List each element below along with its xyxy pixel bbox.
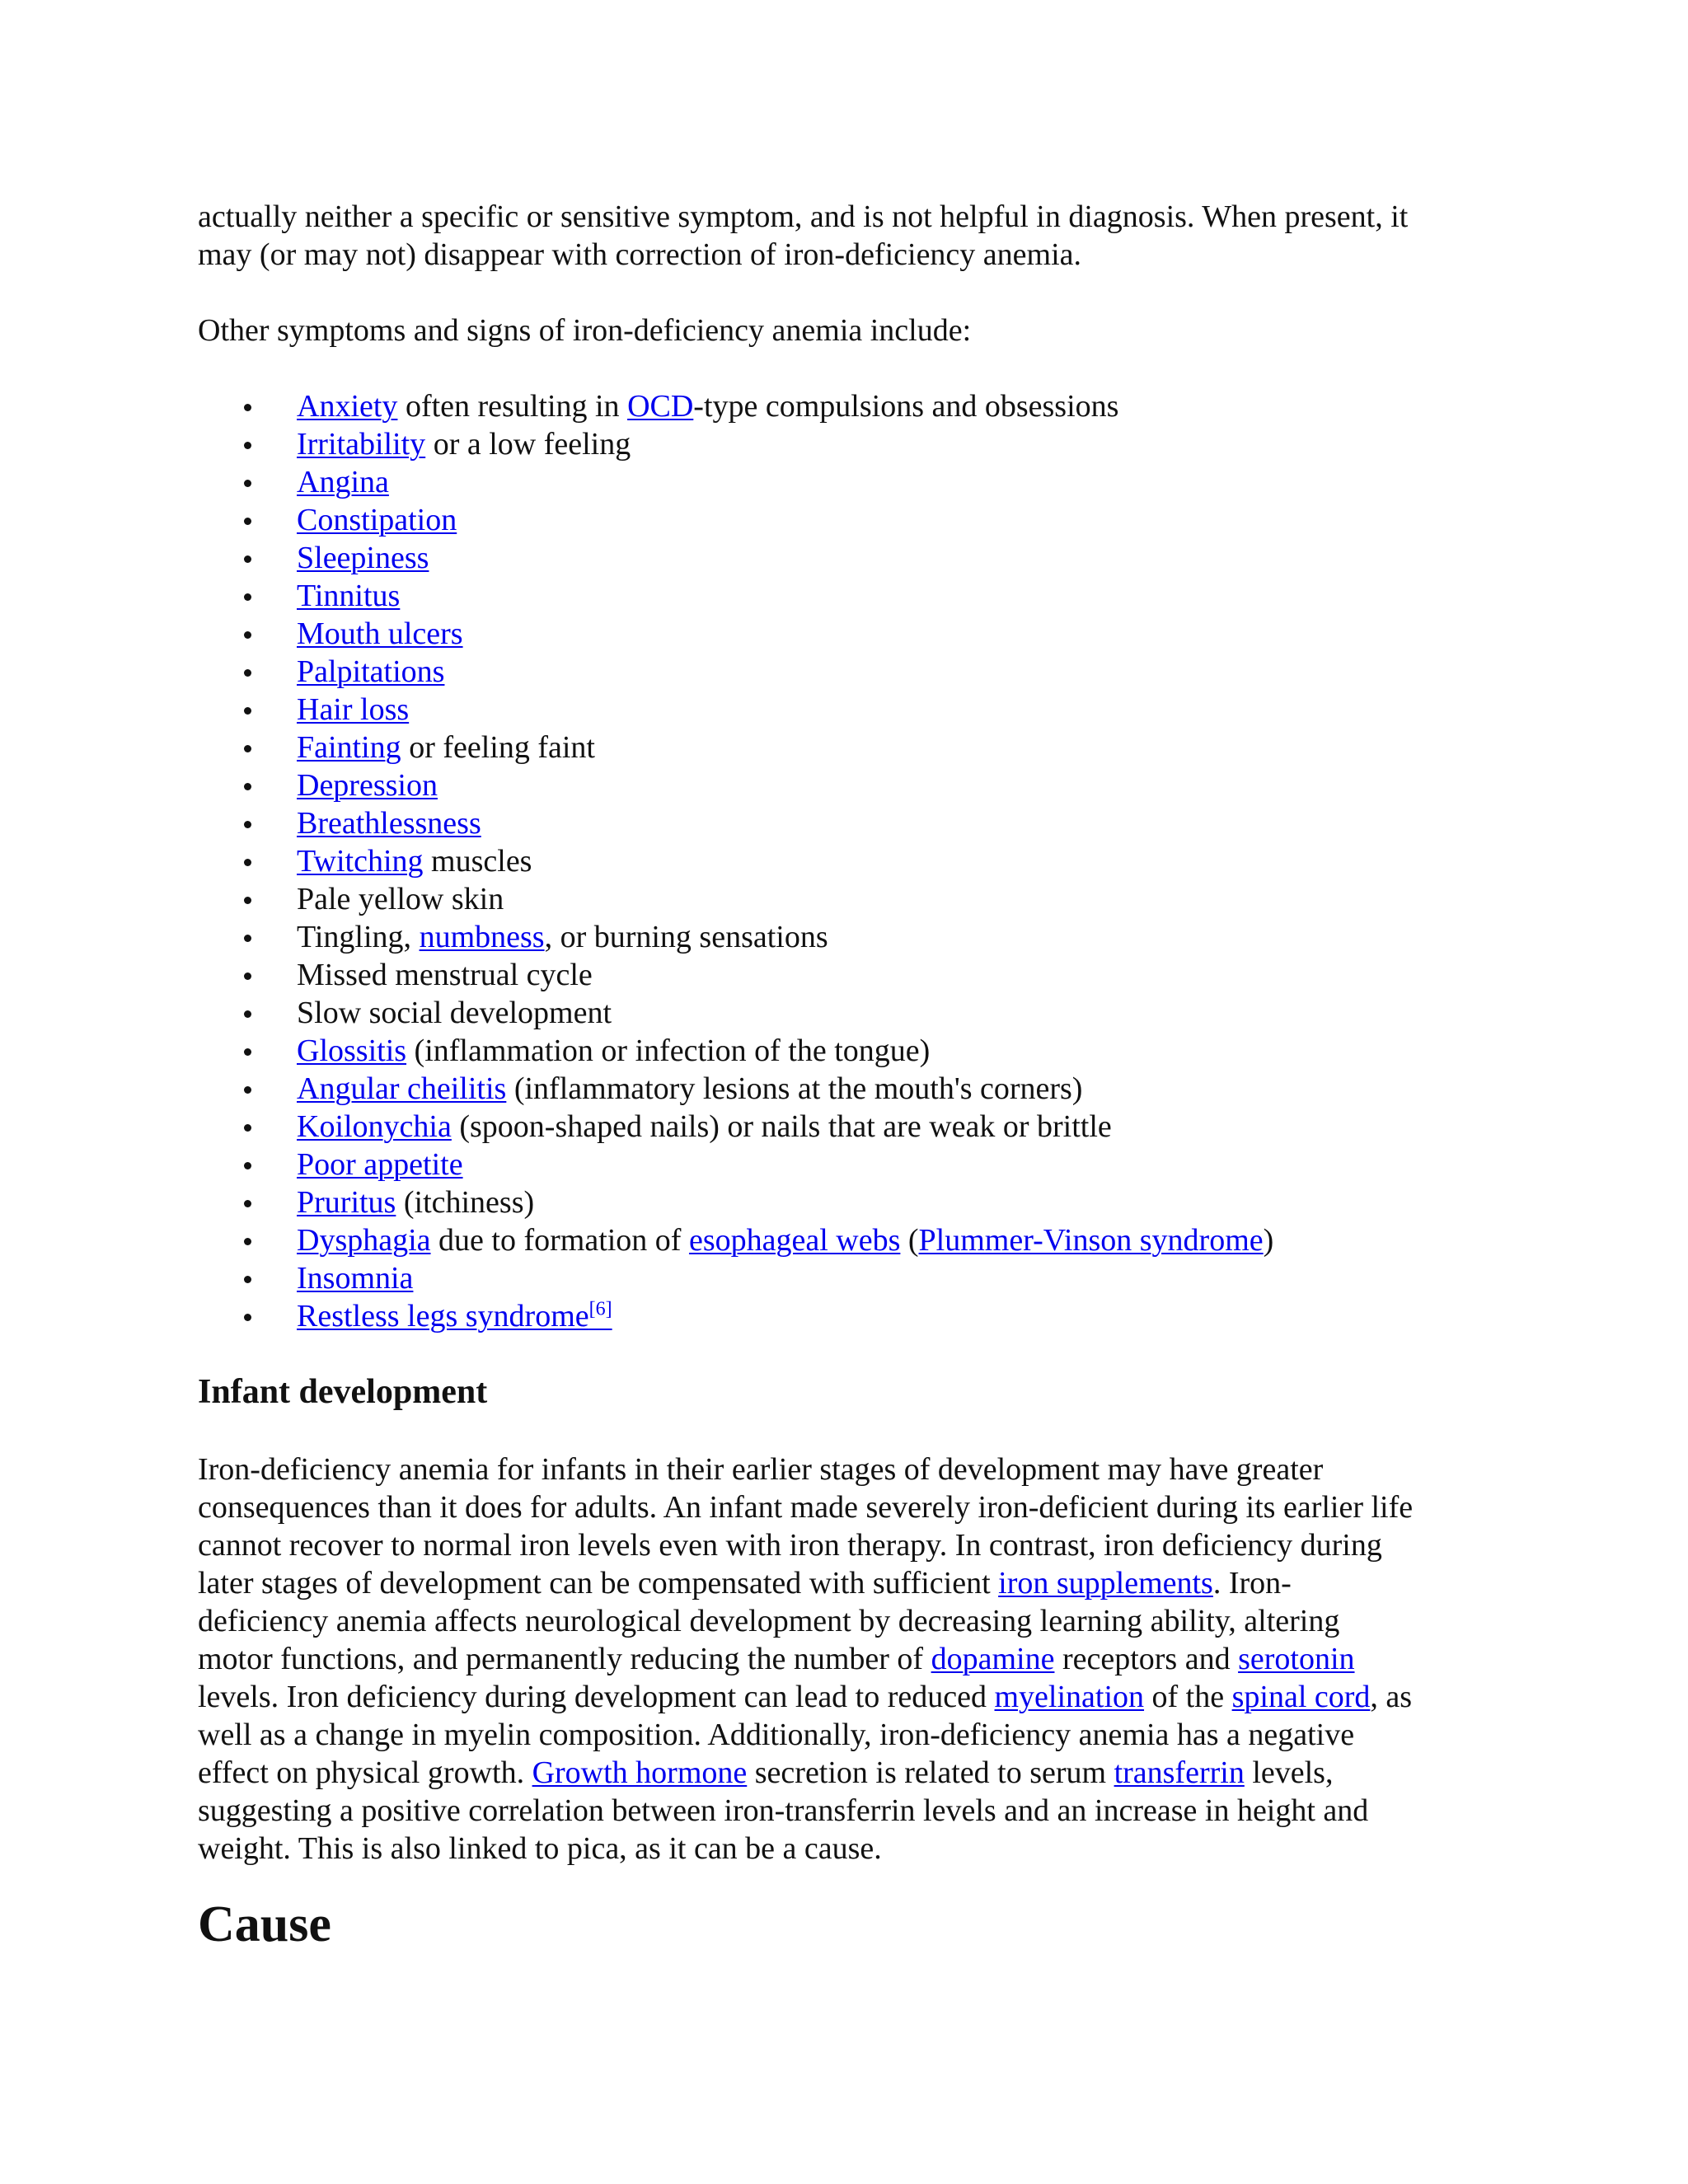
- list-item-text: or feeling faint: [401, 730, 595, 765]
- link-angina[interactable]: Angina: [297, 465, 389, 499]
- link-koilonychia[interactable]: Koilonychia: [297, 1109, 452, 1144]
- paragraph-line: motor functions, and permanently reducing the number of: [198, 1642, 931, 1676]
- link-plummer-vinson-syndrome[interactable]: Plummer-Vinson syndrome: [918, 1223, 1264, 1258]
- list-item: [198, 1221, 1500, 1259]
- link-irritability[interactable]: Irritability: [297, 427, 426, 462]
- link-constipation[interactable]: Constipation: [297, 503, 457, 537]
- paragraph-line: cannot recover to normal iron levels even with iron therapy. In contrast, iron deficiency during: [198, 1528, 1382, 1563]
- list-item: [198, 918, 1500, 956]
- list-item: [198, 880, 1500, 918]
- list-item: [198, 994, 1500, 1032]
- bullet-icon: [244, 821, 251, 828]
- list-item-text: -type compulsions and obsessions: [693, 389, 1119, 424]
- link-transferrin[interactable]: transferrin: [1114, 1755, 1245, 1790]
- bullet-icon: [244, 1238, 251, 1245]
- list-item-text: (itchiness): [396, 1185, 535, 1220]
- link-anxiety[interactable]: Anxiety: [297, 389, 398, 424]
- paragraph-line: well as a change in myelin composition. Additionally, iron-deficiency anemia has a negative: [198, 1718, 1355, 1752]
- bullet-icon: [244, 631, 251, 639]
- paragraph-line: deficiency anemia affects neurological development by decreasing learning ability, altering: [198, 1604, 1340, 1638]
- bullet-icon: [244, 404, 251, 411]
- link-breathlessness[interactable]: Breathlessness: [297, 806, 481, 841]
- list-item: [198, 691, 1500, 729]
- list-item: [198, 577, 1500, 615]
- bullet-icon: [244, 442, 251, 449]
- link-glossitis[interactable]: Glossitis: [297, 1033, 407, 1068]
- bullet-icon: [244, 518, 251, 525]
- link-text: Restless legs syndrome: [297, 1299, 589, 1333]
- paragraph-text: . Iron-: [1212, 1566, 1292, 1601]
- bullet-icon: [244, 1314, 251, 1321]
- bullet-icon: [244, 669, 251, 677]
- link-sleepiness[interactable]: Sleepiness: [297, 541, 429, 575]
- link-serotonin[interactable]: serotonin: [1238, 1642, 1355, 1676]
- bullet-icon: [244, 1086, 251, 1094]
- paragraph-line: levels. Iron deficiency during development can lead to reduced: [198, 1680, 995, 1714]
- list-item: [198, 653, 1500, 691]
- intro-line-1: actually neither a specific or sensitive symptom, and is not helpful in diagnosis. When present, it: [198, 199, 1409, 234]
- link-numbness[interactable]: numbness: [419, 920, 545, 954]
- bullet-icon: [244, 1276, 251, 1283]
- list-item-text: (inflammation or infection of the tongue): [406, 1033, 931, 1068]
- bullet-icon: [244, 593, 251, 601]
- link-esophageal-webs[interactable]: esophageal webs: [688, 1223, 901, 1258]
- bullet-icon: [244, 480, 251, 487]
- paragraph-line: Iron-deficiency anemia for infants in their earlier stages of development may have greater: [198, 1452, 1324, 1487]
- list-item: [198, 1297, 1500, 1335]
- paragraph-line: consequences than it does for adults. An infant made severely iron-deficient during its earlier life: [198, 1490, 1414, 1525]
- bullet-icon: [244, 1048, 251, 1056]
- bullet-icon: [244, 972, 251, 980]
- bullet-icon: [244, 1200, 251, 1207]
- link-palpitations[interactable]: Palpitations: [297, 654, 445, 689]
- list-item: [198, 1146, 1500, 1183]
- link-iron-supplements[interactable]: iron supplements: [998, 1566, 1213, 1601]
- list-item: [198, 1259, 1500, 1297]
- paragraph-line: effect on physical growth.: [198, 1755, 532, 1790]
- list-item: [198, 463, 1500, 501]
- list-item-text: (: [900, 1223, 919, 1258]
- section-heading-cause: Cause: [198, 1896, 331, 1952]
- link-poor-appetite[interactable]: Poor appetite: [297, 1147, 463, 1182]
- paragraph-line: suggesting a positive correlation between iron-transferrin levels and an increase in height and: [198, 1793, 1369, 1828]
- link-tinnitus[interactable]: Tinnitus: [297, 579, 401, 613]
- link-growth-hormone[interactable]: Growth hormone: [532, 1755, 748, 1790]
- list-item: [198, 501, 1500, 539]
- intro-line-2: may (or may not) disappear with correction of iron-deficiency anemia.: [198, 237, 1082, 272]
- bullet-icon: [244, 783, 251, 790]
- list-item-text: Slow social development: [297, 996, 612, 1030]
- list-item-text: due to formation of: [430, 1223, 689, 1258]
- list-item: [198, 1032, 1500, 1070]
- bullet-icon: [244, 707, 251, 715]
- symptoms-list: [198, 387, 1500, 1335]
- list-item: [198, 425, 1500, 463]
- bullet-icon: [244, 1010, 251, 1018]
- list-item-text: Tingling,: [297, 920, 420, 954]
- list-item: [198, 842, 1500, 880]
- paragraph-text: levels,: [1244, 1755, 1334, 1790]
- bullet-icon: [244, 935, 251, 942]
- symptoms-intro: Other symptoms and signs of iron-deficiency anemia include:: [198, 313, 972, 348]
- list-item-text: (inflammatory lesions at the mouth's corners): [506, 1071, 1083, 1106]
- link-twitching[interactable]: Twitching: [297, 844, 424, 879]
- list-item: [198, 539, 1500, 577]
- link-spinal-cord[interactable]: spinal cord: [1231, 1680, 1371, 1714]
- paragraph-text: , as: [1370, 1680, 1413, 1714]
- list-item-text: Pale yellow skin: [297, 882, 504, 916]
- list-item: [198, 387, 1500, 425]
- infant-paragraph: [198, 1451, 1500, 1868]
- list-item-text: often resulting in: [397, 389, 628, 424]
- list-item: [198, 729, 1500, 766]
- link-myelination[interactable]: myelination: [994, 1680, 1145, 1714]
- list-item: [198, 804, 1500, 842]
- link-mouth-ulcers[interactable]: Mouth ulcers: [297, 616, 463, 651]
- list-item: [198, 1070, 1500, 1108]
- list-item-text: Missed menstrual cycle: [297, 958, 593, 992]
- link-hair-loss[interactable]: Hair loss: [297, 692, 410, 727]
- link-angular-cheilitis[interactable]: Angular cheilitis: [297, 1071, 507, 1106]
- list-item: [198, 956, 1500, 994]
- bullet-icon: [244, 897, 251, 904]
- link-restless-legs-syndrome[interactable]: [297, 1299, 612, 1333]
- link-insomnia[interactable]: Insomnia: [297, 1261, 414, 1296]
- list-item-text: , or burning sensations: [544, 920, 828, 954]
- paragraph-line: later stages of development can be compensated with sufficient: [198, 1566, 999, 1601]
- list-item: [198, 1183, 1500, 1221]
- list-item-text: muscles: [423, 844, 532, 879]
- paragraph-text: receptors and: [1054, 1642, 1239, 1676]
- list-item: [198, 1108, 1500, 1146]
- document-page: [198, 198, 1500, 1953]
- list-item: [198, 766, 1500, 804]
- link-dopamine[interactable]: dopamine: [931, 1642, 1055, 1676]
- list-item-text: ): [1263, 1223, 1274, 1258]
- paragraph-line: weight. This is also linked to pica, as it can be a cause.: [198, 1831, 882, 1866]
- link-dysphagia[interactable]: Dysphagia: [297, 1223, 431, 1258]
- bullet-icon: [244, 1124, 251, 1132]
- bullet-icon: [244, 555, 251, 563]
- intro-paragraph: [198, 198, 1500, 274]
- link-depression[interactable]: Depression: [297, 768, 438, 803]
- citation-superscript: [6]: [588, 1298, 612, 1320]
- paragraph-text: secretion is related to serum: [747, 1755, 1114, 1790]
- paragraph-text: of the: [1144, 1680, 1232, 1714]
- list-item-text: (spoon-shaped nails) or nails that are weak or brittle: [451, 1109, 1112, 1144]
- section-heading-infant-development: Infant development: [198, 1373, 488, 1411]
- bullet-icon: [244, 745, 251, 752]
- link-ocd[interactable]: OCD: [627, 389, 694, 424]
- list-item-text: or a low feeling: [425, 427, 631, 462]
- link-fainting[interactable]: Fainting: [297, 730, 401, 765]
- bullet-icon: [244, 859, 251, 866]
- list-item: [198, 615, 1500, 653]
- link-pruritus[interactable]: Pruritus: [297, 1185, 396, 1220]
- bullet-icon: [244, 1162, 251, 1169]
